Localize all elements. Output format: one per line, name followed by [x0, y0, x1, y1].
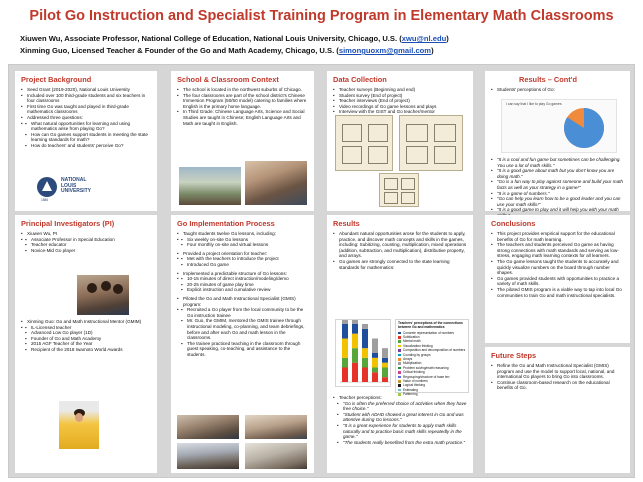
sub-list	[177, 276, 309, 293]
list-item: ▪ Recipient of the 2018 Iwamoto World Awards	[25, 347, 152, 353]
list-item: • Piloted the Go and Math Instructional Specialist (GMIS) program:	[177, 296, 309, 307]
list-item: ▪ The trainee practiced teaching in the classroom through guest speaking, co-teaching, and assistance to the students.	[181, 341, 309, 358]
bar-segment	[382, 368, 388, 378]
legend-label: Arrays	[403, 357, 413, 362]
results-contd-panel	[485, 71, 630, 211]
poster-board	[8, 64, 635, 478]
legend-label: Mental math	[403, 339, 421, 344]
list-item: • The Go game lessons taught the students to accurately and quickly visualize numbers on the board through number shapes.	[491, 259, 625, 276]
list-item: • Addressed three questions:	[21, 115, 152, 121]
bar-segment	[342, 320, 348, 324]
legend-swatch	[398, 371, 401, 374]
author-1-close: )	[446, 34, 449, 43]
poster-header	[0, 0, 643, 62]
list-item: ▪ Explicit instruction and cumulative review	[181, 287, 309, 293]
bar-segment	[342, 339, 348, 358]
implementation-panel	[171, 215, 314, 473]
legend-label: Composition and decomposition of numbers	[403, 348, 466, 353]
students-photo	[245, 161, 307, 205]
list-item: • Abundant natural opportunities arose for the students to apply, practice, and discover math concepts and skills in the games, including: Subitizing, counting, multiplication, mixed operations (addition, subtraction, and multiplication), distributive property, and arrays.	[333, 231, 468, 259]
legend-label: Value of numbers	[403, 379, 428, 384]
list-item: • Student survey (End of project)	[333, 93, 468, 99]
legend-swatch	[398, 336, 401, 339]
conclusions-title: Conclusions	[491, 219, 536, 228]
list-item: ▪ Novice-Mid Go player	[25, 248, 152, 254]
bar-segment	[352, 348, 358, 363]
list-item: ▪ Introduced Go game	[181, 262, 309, 268]
pi-1-photo	[77, 275, 129, 315]
list-item: • Implemented a predictable structure of Go lessons:	[177, 271, 309, 277]
sub-list	[21, 237, 152, 254]
quote-item: • "Go can help you learn how to be a good leader and you can use your math skills!"	[491, 196, 625, 207]
list-item: • Interview with the GIST and Go teacher/mentor	[333, 109, 468, 115]
school-context-panel	[171, 71, 314, 211]
sub-list	[177, 237, 309, 248]
bar-segment	[372, 368, 378, 373]
pi-2-name: • Xinming Guo: Go and Math Instructional Mentor (GMIM)	[21, 319, 152, 325]
school-context-title: School & Classroom Context	[177, 75, 279, 84]
list-item: ▪ • IL-Licensed teacher	[25, 325, 152, 331]
legend-swatch	[398, 358, 401, 361]
nlu-emblem-icon	[37, 177, 57, 197]
pie-chart	[501, 99, 617, 153]
bar-segment	[342, 358, 348, 368]
author-line-1	[20, 34, 449, 43]
list-item: • Teacher interviews (End of project)	[333, 98, 468, 104]
project-background-panel	[15, 71, 157, 211]
legend-swatch	[398, 354, 401, 357]
list-item: • Continue classroom-based research on the educational benefits of Go.	[491, 380, 625, 391]
bar-segment	[342, 324, 348, 339]
pi-title: Principal Investigators (PI)	[21, 219, 115, 228]
bar-segment	[352, 320, 358, 324]
list-item: • Taught students twelve Go lessons, including:	[177, 231, 309, 237]
classroom-photo	[179, 167, 241, 205]
bar-segment	[382, 377, 388, 382]
bar-chart-svg	[336, 320, 392, 388]
list-item: • The four classrooms are part of the school district's Chinese Immersion Program (50/50 model) catering to families where English is the primary home language.	[177, 93, 309, 110]
results-contd-title: Results – Cont'd	[519, 75, 578, 84]
data-collection-title: Data Collection	[333, 75, 387, 84]
list-item: • The school is located in the northwest suburbs of Chicago.	[177, 87, 309, 93]
list-item: ▪ 20-25 minutes of game play time	[181, 282, 309, 288]
bar-segment	[372, 372, 378, 382]
author-2-close: )	[431, 46, 434, 55]
pi-1-name: • Xiuwen Wu, PI	[21, 231, 152, 237]
go-board-worksheet-1	[335, 115, 393, 171]
legend-swatch	[398, 332, 401, 335]
legend-swatch	[398, 376, 401, 379]
legend-label: Visualization thinking	[403, 343, 433, 348]
quote-item: • "Go is a fun way to play against someone and build your math facts as well as your strategy in a game!"	[491, 179, 625, 190]
bar-segment	[362, 324, 368, 329]
go-board-worksheet-2	[399, 115, 463, 171]
results-title: Results	[333, 219, 360, 228]
perceptions-label: • Teacher perceptions:	[333, 395, 468, 401]
legend-label: Logical thinking	[403, 383, 425, 388]
list-item: ▪ Teacher educator	[25, 242, 152, 248]
list-item: • The teachers and students perceived Go game as having strong connections with math standards and serving as low-stress, engaging math learning contexts for all learners.	[491, 242, 625, 259]
pie-caption: I can say that I like to play Go games	[506, 102, 562, 106]
pie-svg	[562, 106, 606, 150]
bar-segment	[382, 363, 388, 368]
list-item: • Video recordings of Go game lessons and plays	[333, 104, 468, 110]
legend-label: Multiplication	[403, 361, 422, 366]
bar-segment	[372, 339, 378, 354]
pi-2-photo	[59, 401, 99, 449]
bar-segment	[362, 368, 368, 383]
list-item: • Go games provided students with opportunities to practice a variety of math skills.	[491, 276, 625, 287]
legend-label: Counting by groups	[403, 352, 431, 357]
bar-segment	[362, 358, 368, 368]
author-2-email-link[interactable]: simonguoxm@gmail.com	[338, 46, 432, 55]
legend-label: Subitization	[403, 335, 420, 339]
go-board-worksheet-3	[379, 173, 419, 207]
lesson-photo-1	[177, 415, 239, 439]
legend-swatch	[398, 345, 401, 348]
project-background-title: Project Background	[21, 75, 92, 84]
poster-title: Pilot Go Instruction and Specialist Training Program in Elementary Math Classrooms	[29, 8, 614, 24]
bar-segment	[342, 368, 348, 383]
bar-segment	[352, 334, 358, 349]
list-item: ▪ 2015 AGF Teacher of the Year	[25, 341, 152, 347]
nlu-logo	[37, 175, 127, 201]
sub-list	[21, 325, 152, 353]
standards-bar-chart	[335, 319, 391, 387]
list-item: • Seed Grant (2019-2020), National Louis University	[21, 87, 152, 93]
list-item: ▪ • Associate Professor in Special Education	[25, 237, 152, 243]
quote-item: • "It is a cool and fun game but sometimes can be challenging. You use a lot of math skills."	[491, 157, 625, 168]
list-item: • In Third Grade: Chinese Language Arts, Science and Social Studies are taught in Chinese; English Language Arts and Math are taught in English.	[177, 109, 309, 126]
list-item: ▪ How can Go games support students in meeting the state learning standards for math?	[25, 132, 152, 143]
bar-segment	[352, 363, 358, 382]
logo-line: UNIVERSITY	[61, 188, 92, 195]
quote-item: • "It is a game of numbers."	[491, 191, 625, 197]
results-panel	[327, 215, 473, 473]
quote-item: • "It is a great experience for students to apply math skills naturally and to practice basic math skills repeatedly in the game."	[337, 423, 468, 440]
legend-label: Estimating	[403, 387, 418, 392]
sub-list	[21, 121, 152, 149]
quote-item: • "Go is often the preferred choice of activities when they have free choice."	[337, 401, 468, 412]
list-item: ▪ Mr. Guo, the GMIM, mentored the GMIS trainee through instructional modeling, co-planning, and team debriefings, before and after each Go and math lesson in the classrooms.	[181, 318, 309, 340]
author-1-text: Xiuwen Wu, Associate Professor, National College of Education, National Louis University, Chicago, U.S. (	[20, 34, 402, 43]
legend-swatch	[398, 389, 401, 392]
sub-list	[177, 256, 309, 267]
legend-swatch	[398, 384, 401, 387]
sub-list	[177, 307, 309, 357]
data-collection-panel	[327, 71, 473, 211]
author-line-2	[20, 46, 434, 55]
quote-item: • "It is a good game to play and it will help you with your math	[491, 207, 625, 218]
list-item: ▪ • Met with the teachers to introduce the project	[181, 256, 309, 262]
list-item: ▪ Founder of Go and Math Academy	[25, 336, 152, 342]
list-item: • Included over 100 third-grade students and six teachers in four classrooms	[21, 93, 152, 104]
legend-swatch	[398, 362, 401, 365]
legend-title: Teachers' perceptions of the connections between Go and mathematics	[398, 321, 463, 329]
bar-segment	[362, 348, 368, 358]
list-item: ▪ • What natural opportunities for learning and using mathematics arise from playing Go?	[25, 121, 152, 132]
legend-label: Problem solving/math reasoning	[403, 365, 449, 370]
list-item: ▪ Four monthly on-site and virtual lessons	[181, 242, 309, 248]
logo-year: 1886	[41, 198, 49, 202]
lesson-photo-3	[177, 443, 239, 469]
principal-investigators-panel	[15, 215, 157, 473]
logo-line: LOUIS	[61, 182, 77, 189]
quote-item: • "Student with ADHD showed a great interest in Go and was attentive during Go lessons."	[337, 412, 468, 423]
bar-segment	[352, 324, 358, 334]
legend-label: Critical thinking	[403, 370, 425, 375]
legend-swatch	[398, 349, 401, 352]
list-item: • Teacher surveys (Beginning and end)	[333, 87, 468, 93]
legend-label: Regrouping/structure of base ten	[403, 374, 450, 379]
legend-swatch	[398, 367, 401, 370]
list-item: • Provided a project orientation for teacher:	[177, 251, 309, 257]
list-item: • This project provides empirical support for the educational benefits of Go for math learning.	[491, 231, 625, 242]
list-item: ▪ How do teachers' and students' perceive Go?	[25, 143, 152, 149]
lesson-photo-4	[245, 443, 307, 469]
author-1-email-link[interactable]: xwu@nl.edu	[401, 34, 447, 43]
bar-segment	[382, 348, 388, 358]
legend-label: Concrete representation of numbers	[403, 330, 455, 335]
list-item: • Students' perceptions of Go:	[491, 87, 625, 93]
list-item: ▪ Advanced Low Go player (1D)	[25, 330, 152, 336]
lesson-photo-2	[245, 415, 307, 439]
author-2-text: Xinming Guo, Licensed Teacher & Founder of the Go and Math Academy, Chicago, U.S. (	[20, 46, 339, 55]
bar-segment	[382, 358, 388, 363]
quote-item: • "The students really benefited from the extra math practice."	[337, 440, 468, 446]
implementation-title: Go Implementation Process	[177, 219, 275, 228]
bar-segment	[372, 353, 378, 358]
future-steps-panel	[485, 347, 630, 473]
list-item: • Go games are strongly connected to the state learning standards for mathematics:	[333, 259, 468, 270]
legend-swatch	[398, 340, 401, 343]
conclusions-panel	[485, 215, 630, 343]
quote-item: • "It is a good game about math but you don't know you are doing math."	[491, 168, 625, 179]
future-steps-title: Future Steps	[491, 351, 537, 360]
list-item: • Refine the Go and Math Instructional Specialist (GMIS) program and use the model to support local, national, and international Go players to bring Go into classrooms.	[491, 363, 625, 380]
legend-label: Patterning	[403, 392, 418, 397]
list-item: ▪ • Six weekly on-site Go lessons	[181, 237, 309, 243]
chart-legend	[395, 319, 469, 397]
logo-line: NATIONAL	[61, 177, 87, 183]
list-item: ▪ • Recruited a Go player from the local community to be the Go instruction trainee	[181, 307, 309, 318]
bar-segment	[372, 358, 378, 368]
bar-segment	[362, 329, 368, 348]
list-item: • First time Go was taught and played in third-grade mathematics classrooms	[21, 104, 152, 115]
list-item: • The piloted GMIS program is a viable way to tap into local Go communities to train Go and math instructional specialists.	[491, 287, 625, 298]
list-item: ▪ • 10-15 minutes of direct instruction/modeling/demo	[181, 276, 309, 282]
legend-swatch	[398, 380, 401, 383]
